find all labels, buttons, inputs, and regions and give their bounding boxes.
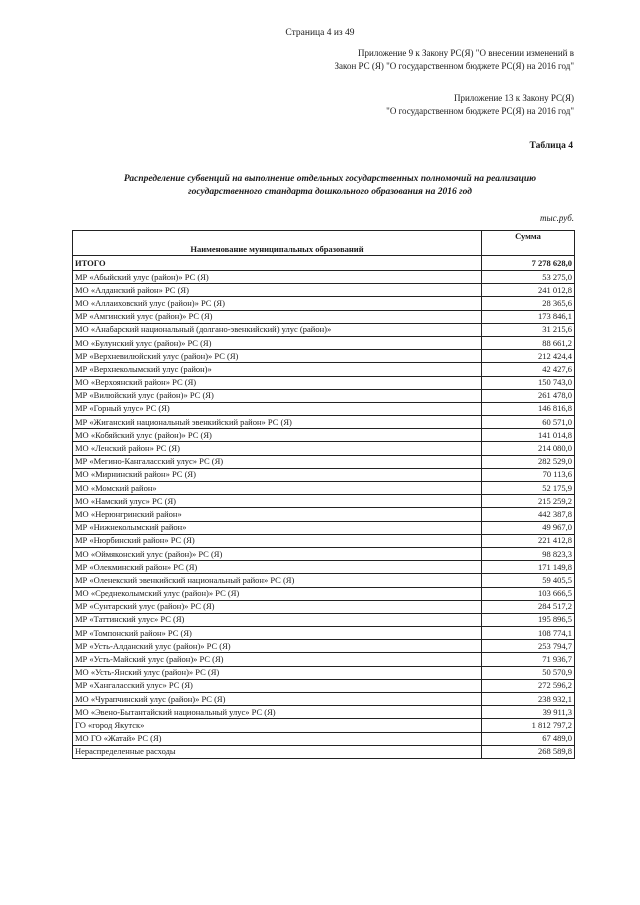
- table-row: [73, 455, 575, 468]
- header-name: Наименование муниципальных образований: [73, 231, 482, 256]
- row-name: Нераспределенные расходы: [73, 745, 482, 758]
- row-sum: 60 571,0: [482, 416, 575, 429]
- row-sum: 1 812 797,2: [482, 719, 575, 732]
- document-title: [60, 173, 600, 199]
- row-sum: 173 846,1: [482, 310, 575, 323]
- row-sum: 268 589,8: [482, 745, 575, 758]
- table-row: [73, 534, 575, 547]
- table-row: [73, 693, 575, 706]
- total-sum: 7 278 628,0: [482, 256, 575, 271]
- row-name: МР «Хангаласский улус» РС (Я): [73, 679, 482, 692]
- row-sum: 28 365,6: [482, 297, 575, 310]
- table-row: [73, 587, 575, 600]
- table-header-row: [73, 231, 575, 256]
- total-label: ИТОГО: [73, 256, 482, 271]
- table-row: [73, 389, 575, 402]
- appendix-9-line-2: Закон РС (Я) "О государственном бюджете РС(Я) на 2016 год": [334, 61, 574, 71]
- row-sum: 212 424,4: [482, 350, 575, 363]
- row-sum: 221 412,8: [482, 534, 575, 547]
- row-sum: 53 275,0: [482, 271, 575, 284]
- table-row: [73, 350, 575, 363]
- table-row: [73, 547, 575, 560]
- table-row: [73, 719, 575, 732]
- table-row: [73, 627, 575, 640]
- row-name: МО «Усть-Янский улус (район)» РС (Я): [73, 666, 482, 679]
- table-row: [73, 521, 575, 534]
- row-name: МО «Оймяконский улус (район)» РС (Я): [73, 547, 482, 560]
- row-name: МО «Ленский район» РС (Я): [73, 442, 482, 455]
- row-name: МР «Нижнеколымский район»: [73, 521, 482, 534]
- table-row: [73, 640, 575, 653]
- table-row: [73, 402, 575, 415]
- table-row: [73, 363, 575, 376]
- row-sum: 171 149,8: [482, 561, 575, 574]
- row-sum: 215 259,2: [482, 495, 575, 508]
- appendix-13-line-1: Приложение 13 к Закону РС(Я): [453, 93, 574, 103]
- table-row: [73, 613, 575, 626]
- row-sum: 98 823,3: [482, 547, 575, 560]
- row-name: МР «Олекминский район» РС (Я): [73, 561, 482, 574]
- row-sum: 238 932,1: [482, 693, 575, 706]
- row-sum: 146 816,8: [482, 402, 575, 415]
- row-name: МР «Томпонский район» РС (Я): [73, 627, 482, 640]
- table-row: [73, 310, 575, 323]
- row-name: МО «Нерюнгринский район»: [73, 508, 482, 521]
- row-sum: 67 489,0: [482, 732, 575, 745]
- row-name: МО «Кобяйский улус (район)» РС (Я): [73, 429, 482, 442]
- row-sum: 59 405,5: [482, 574, 575, 587]
- row-name: МО «Верхоянский район» РС (Я): [73, 376, 482, 389]
- row-sum: 214 080,0: [482, 442, 575, 455]
- table-row: [73, 574, 575, 587]
- row-sum: 261 478,0: [482, 389, 575, 402]
- row-name: МР «Жиганский национальный эвенкийский район» РС (Я): [73, 416, 482, 429]
- row-sum: 31 215,6: [482, 323, 575, 336]
- row-name: МО «Намский улус» РС (Я): [73, 495, 482, 508]
- row-sum: 282 529,0: [482, 455, 575, 468]
- row-sum: 71 936,7: [482, 653, 575, 666]
- table-row: [73, 745, 575, 758]
- row-name: МР «Верхнеколымский улус (район)»: [73, 363, 482, 376]
- table-row: [73, 284, 575, 297]
- row-name: МО «Мирнинский район» РС (Я): [73, 468, 482, 481]
- row-sum: 241 012,8: [482, 284, 575, 297]
- appendix-13-reference: [386, 92, 574, 118]
- table-row: [73, 429, 575, 442]
- table-row: [73, 732, 575, 745]
- table-row: [73, 508, 575, 521]
- row-name: МР «Абыйский улус (район)» РС (Я): [73, 271, 482, 284]
- header-sum: Сумма: [482, 231, 575, 256]
- table-body: [73, 256, 575, 759]
- row-sum: 442 387,8: [482, 508, 575, 521]
- row-name: МО ГО «Жатай» РС (Я): [73, 732, 482, 745]
- table-row: [73, 416, 575, 429]
- row-name: МР «Усть-Майский улус (район)» РС (Я): [73, 653, 482, 666]
- row-name: МР «Горный улус» РС (Я): [73, 402, 482, 415]
- row-sum: 88 661,2: [482, 336, 575, 349]
- title-line-1: Распределение субвенций на выполнение отдельных государственных полномочий на реализацию: [123, 174, 537, 184]
- table-row: [73, 297, 575, 310]
- row-sum: 253 794,7: [482, 640, 575, 653]
- appendix-9-reference: [335, 47, 574, 73]
- row-sum: 42 427,6: [482, 363, 575, 376]
- table-row: [73, 376, 575, 389]
- row-name: МО «Алданский район» РС (Я): [73, 284, 482, 297]
- table-row: [73, 442, 575, 455]
- row-name: МР «Мегино-Кангаласский улус» РС (Я): [73, 455, 482, 468]
- table-row: [73, 482, 575, 495]
- row-name: ГО «город Якутск»: [73, 719, 482, 732]
- row-name: МР «Амгинский улус (район)» РС (Я): [73, 310, 482, 323]
- row-sum: 39 911,3: [482, 706, 575, 719]
- title-line-2: государственного стандарта дошкольного образования на 2016 год: [188, 187, 472, 197]
- table-row: [73, 679, 575, 692]
- table-row: [73, 323, 575, 336]
- row-sum: 70 113,6: [482, 468, 575, 481]
- row-name: МР «Нюрбинский район» РС (Я): [73, 534, 482, 547]
- appendix-9-line-1: Приложение 9 к Закону РС(Я) "О внесении изменений в: [358, 48, 574, 58]
- table-row: [73, 468, 575, 481]
- table-row: [73, 336, 575, 349]
- row-name: МР «Оленекский эвенкийский национальный район» РС (Я): [73, 574, 482, 587]
- table-row: [73, 600, 575, 613]
- row-name: МР «Сунтарский улус (район)» РС (Я): [73, 600, 482, 613]
- appendix-13-line-2: "О государственном бюджете РС(Я) на 2016 год": [386, 106, 574, 116]
- table-label: Таблица 4: [529, 141, 573, 151]
- table-row: [73, 271, 575, 284]
- row-sum: 52 175,9: [482, 482, 575, 495]
- row-name: МО «Момский район»: [73, 482, 482, 495]
- row-name: МО «Эвено-Бытантайский национальный улус» РС (Я): [73, 706, 482, 719]
- row-name: МО «Анабарский национальный (долгано-эвенкийский) улус (район)»: [73, 323, 482, 336]
- row-name: МР «Усть-Алданский улус (район)» РС (Я): [73, 640, 482, 653]
- units-label: тыс.руб.: [540, 213, 574, 223]
- row-sum: 50 570,9: [482, 666, 575, 679]
- table-row: [73, 561, 575, 574]
- row-name: МР «Таттинский улус» РС (Я): [73, 613, 482, 626]
- table-row: [73, 666, 575, 679]
- row-sum: 103 666,5: [482, 587, 575, 600]
- row-name: МО «Булунский улус (район)» РС (Я): [73, 336, 482, 349]
- row-sum: 49 967,0: [482, 521, 575, 534]
- row-sum: 150 743,0: [482, 376, 575, 389]
- table-row: [73, 495, 575, 508]
- subsidy-table: [72, 230, 575, 759]
- total-row: [73, 256, 575, 271]
- row-sum: 108 774,1: [482, 627, 575, 640]
- row-sum: 195 896,5: [482, 613, 575, 626]
- table-row: [73, 706, 575, 719]
- row-name: МР «Вилюйский улус (район)» РС (Я): [73, 389, 482, 402]
- table-row: [73, 653, 575, 666]
- row-sum: 272 596,2: [482, 679, 575, 692]
- row-sum: 284 517,2: [482, 600, 575, 613]
- row-name: МО «Среднеколымский улус (район)» РС (Я): [73, 587, 482, 600]
- page-number: Страница 4 из 49: [285, 28, 355, 38]
- row-sum: 141 014,8: [482, 429, 575, 442]
- row-name: МР «Верхневилюйский улус (район)» РС (Я): [73, 350, 482, 363]
- row-name: МО «Чурапчинский улус (район)» РС (Я): [73, 693, 482, 706]
- row-name: МО «Аллаиховский улус (район)» РС (Я): [73, 297, 482, 310]
